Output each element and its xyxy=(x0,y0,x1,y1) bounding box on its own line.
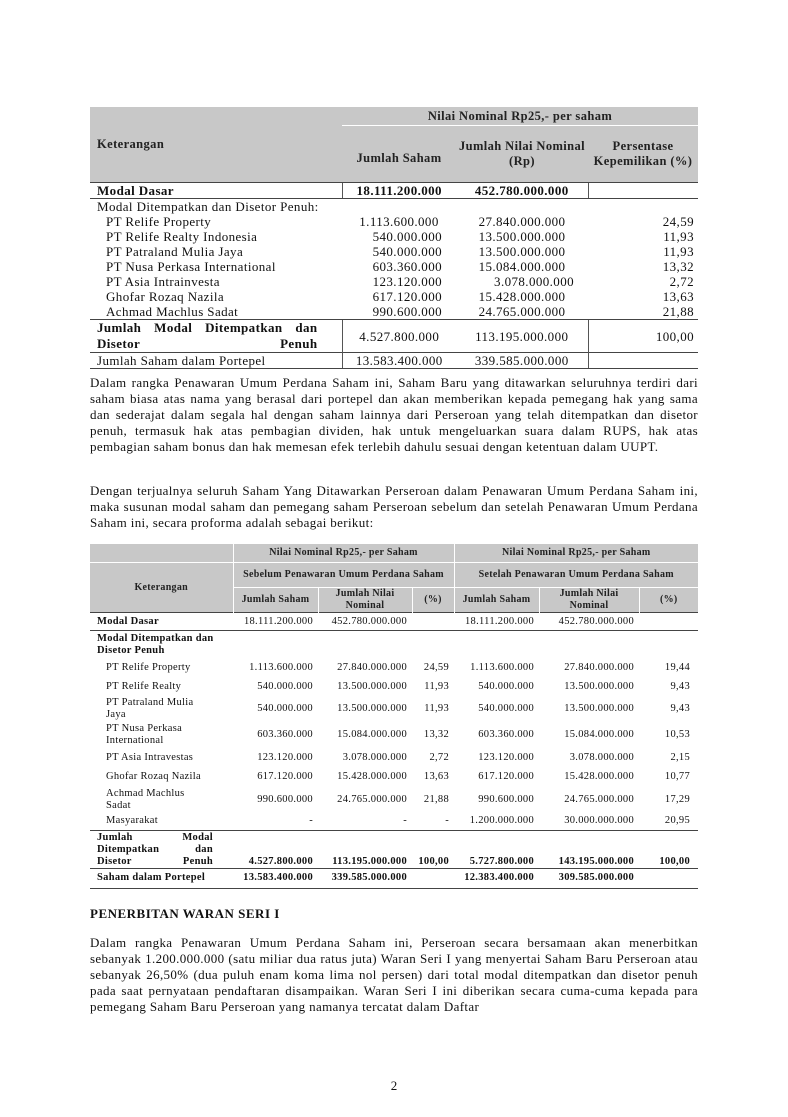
nominal-cell: 27.840.000.000 xyxy=(478,214,566,229)
after-pct-cell: 9,43 xyxy=(670,680,691,692)
after-pct-cell: 10,53 xyxy=(664,729,691,740)
after-nominal-cell: 15.428.000.000 xyxy=(564,770,635,782)
holder-name: PT Asia Intrainvesta xyxy=(106,274,220,289)
before-saham-cell: 4.527.800.000 xyxy=(233,830,318,868)
after-nominal-cell: 309.585.000.000 xyxy=(539,868,639,888)
paragraph-proforma: Dengan terjualnya seluruh Saham Yang Ditawarkan Perseroan dalam Penawaran Umum Perdana Saham ini, maka susunan modal saham dan pemegang saham Perseroan sebelum dan setelah Penawaran Umum Perdana Saham ini, secara proforma adalah sebagai berikut: xyxy=(90,483,698,530)
holder-name: Masyarakat xyxy=(106,815,158,827)
keterangan-header: Keterangan xyxy=(90,107,342,183)
table-row xyxy=(90,274,698,289)
before-nominal-cell: 13.500.000.000 xyxy=(337,702,407,714)
after-ipo-header: Setelah Penawaran Umum Perdana Saham xyxy=(454,563,698,588)
before-pct-cell: 21,88 xyxy=(423,793,450,805)
holder-name: Achmad Machlus Sadat xyxy=(106,787,185,811)
before-nominal-cell: 15.428.000.000 xyxy=(337,770,407,782)
before-pct-cell: 2,72 xyxy=(429,751,450,763)
row-label: Jumlah Saham dalam Portepel xyxy=(90,353,342,369)
before-saham-cell: 540.000.000 xyxy=(257,680,313,692)
holder-name: Ghofar Rozaq Nazila xyxy=(106,770,201,782)
table-row xyxy=(90,259,698,274)
after-nominal-cell: 452.780.000.000 xyxy=(539,613,639,631)
after-nominal-cell: 30.000.000.000 xyxy=(564,815,635,827)
modal-dasar-row xyxy=(90,613,698,631)
holder-name: PT Relife Property xyxy=(106,214,212,229)
pct-cell: 24,59 xyxy=(662,214,694,229)
row-label: Jumlah Modal Ditempatkan dan Disetor Penuh xyxy=(90,830,233,868)
total-row xyxy=(90,830,698,868)
before-nominal-header: Nilai Nominal Rp25,- per Saham xyxy=(233,544,454,563)
after-nominal-cell: 27.840.000.000 xyxy=(564,661,635,673)
after-saham-cell: 540.000.000 xyxy=(478,702,535,714)
after-nominal-header: Nilai Nominal Rp25,- per Saham xyxy=(454,544,698,563)
pct-cell: 13,63 xyxy=(662,289,694,304)
holder-name: Ghofar Rozaq Nazila xyxy=(106,289,225,304)
saham-cell: 603.360.000 xyxy=(372,259,442,274)
before-nominal-cell: 452.780.000.000 xyxy=(318,613,412,631)
table-row xyxy=(90,214,698,229)
before-nilai-nominal-header: Jumlah Nilai Nominal xyxy=(318,588,412,613)
jumlah-saham-header: Jumlah Saham xyxy=(342,126,456,183)
table-row xyxy=(90,813,698,830)
row-label: Modal Dasar xyxy=(90,613,233,631)
persentase-header: Persentase Kepemilikan (%) xyxy=(588,126,698,183)
ditempatkan-label-row xyxy=(90,199,698,215)
saham-cell: 18.111.200.000 xyxy=(342,183,456,199)
after-pct-cell: 19,44 xyxy=(664,661,691,673)
nominal-cell: 15.428.000.000 xyxy=(478,289,566,304)
before-saham-cell: 123.120.000 xyxy=(257,751,313,763)
before-nominal-cell: - xyxy=(403,815,407,827)
capital-structure-table xyxy=(90,107,698,369)
after-pct-cell: 17,29 xyxy=(664,793,691,805)
before-saham-cell: 990.600.000 xyxy=(257,793,313,805)
holder-name: PT Relife Realty xyxy=(106,680,182,692)
before-nominal-cell: 27.840.000.000 xyxy=(337,661,407,673)
before-saham-cell: 13.583.400.000 xyxy=(233,868,318,888)
before-pct-cell: 11,93 xyxy=(424,680,450,692)
nominal-cell: 452.780.000.000 xyxy=(456,183,588,199)
before-pct-cell: 11,93 xyxy=(424,702,450,714)
pct-cell: 13,32 xyxy=(662,259,694,274)
table-row xyxy=(90,695,698,722)
before-saham-cell: 540.000.000 xyxy=(257,702,313,714)
nominal-cell: 3.078.000.000 xyxy=(494,274,574,289)
before-pct-cell: - xyxy=(445,815,450,827)
after-saham-cell: 990.600.000 xyxy=(478,793,535,805)
before-nominal-cell: 113.195.000.000 xyxy=(318,830,412,868)
saham-cell: 540.000.000 xyxy=(372,229,442,244)
before-pct-cell: 100,00 xyxy=(412,830,454,868)
before-ipo-header: Sebelum Penawaran Umum Perdana Saham xyxy=(233,563,454,588)
before-saham-cell: 603.360.000 xyxy=(257,729,313,740)
pct-cell: 2,72 xyxy=(669,274,694,289)
nominal-group-header: Nilai Nominal Rp25,- per saham xyxy=(342,107,698,126)
after-nominal-cell: 15.084.000.000 xyxy=(564,729,635,740)
holder-name: PT Patraland Mulia Jaya xyxy=(106,696,194,720)
total-row xyxy=(90,320,698,353)
nominal-cell: 24.765.000.000 xyxy=(478,304,566,319)
table-row xyxy=(90,289,698,304)
pct-cell: 11,93 xyxy=(663,229,694,244)
before-saham-cell: 18.111.200.000 xyxy=(233,613,318,631)
section-title: PENERBITAN WARAN SERI I xyxy=(90,906,280,921)
saham-cell: 4.527.800.000 xyxy=(342,320,456,353)
after-saham-cell: 540.000.000 xyxy=(478,680,535,692)
table-row xyxy=(90,229,698,244)
table-row xyxy=(90,786,698,813)
page-number: 2 xyxy=(390,1078,398,1093)
after-nominal-cell: 3.078.000.000 xyxy=(569,751,635,763)
row-label: Modal Ditempatkan dan Disetor Penuh: xyxy=(97,199,319,214)
after-saham-cell: 617.120.000 xyxy=(478,770,535,782)
after-nominal-cell: 13.500.000.000 xyxy=(564,702,635,714)
after-pct-header: (%) xyxy=(639,588,698,613)
table-row xyxy=(90,657,698,678)
holder-name: PT Nusa Perkasa International xyxy=(106,259,276,274)
saham-cell: 13.583.400.000 xyxy=(342,353,456,369)
after-saham-cell: 18.111.200.000 xyxy=(454,613,539,631)
portepel-row xyxy=(90,353,698,369)
before-jumlah-saham-header: Jumlah Saham xyxy=(233,588,318,613)
after-nilai-nominal-header: Jumlah Nilai Nominal xyxy=(539,588,639,613)
table-row xyxy=(90,244,698,259)
holder-name: PT Relife Realty Indonesia xyxy=(106,229,258,244)
after-saham-cell: 123.120.000 xyxy=(478,751,535,763)
after-saham-cell: 603.360.000 xyxy=(478,729,535,740)
after-saham-cell: 12.383.400.000 xyxy=(454,868,539,888)
nilai-nominal-header: Jumlah Nilai Nominal (Rp) xyxy=(456,126,588,183)
after-saham-cell: 5.727.800.000 xyxy=(454,830,539,868)
nominal-cell: 339.585.000.000 xyxy=(456,353,588,369)
nominal-cell: 113.195.000.000 xyxy=(456,320,588,353)
before-nominal-cell: 24.765.000.000 xyxy=(337,793,407,805)
proforma-capital-table xyxy=(90,544,698,889)
row-label: Modal Dasar xyxy=(90,183,342,199)
saham-cell: 123.120.000 xyxy=(372,274,442,289)
after-pct-cell: 100,00 xyxy=(639,830,698,868)
before-saham-cell: - xyxy=(309,815,313,827)
row-label: Saham dalam Portepel xyxy=(90,868,233,888)
table-row xyxy=(90,722,698,748)
before-saham-cell: 1.113.600.000 xyxy=(249,661,313,673)
holder-name: PT Patraland Mulia Jaya xyxy=(106,244,244,259)
holder-name: PT Relife Property xyxy=(106,661,191,673)
saham-cell: 1.113.600.000 xyxy=(359,214,439,229)
after-saham-cell: 1.200.000.000 xyxy=(469,815,535,827)
row-label: Modal Ditempatkan dan Disetor Penuh xyxy=(97,633,214,656)
saham-cell: 990.600.000 xyxy=(372,304,442,319)
before-pct-cell: 24,59 xyxy=(423,661,450,673)
paragraph-saham-baru: Dalam rangka Penawaran Umum Perdana Saham ini, Saham Baru yang ditawarkan seluruhnya terdiri dari saham biasa atas nama yang berasal dari portepel dan akan memberikan kepada pemegang hak yang sama dan sederajat dalam segala hal dengan saham lainnya dari Perseroan yang telah ditempatkan dan disetor penuh, termasuk hak atas pembagian dividen, hak untuk mengeluarkan suara dalam RUPS, hak atas pembagian saham bonus dan hak memesan efek terlebih dahulu sesuai dengan ketentuan dalam UUPT. xyxy=(90,375,698,454)
after-pct-cell: 9,43 xyxy=(670,702,691,714)
before-pct-cell: 13,63 xyxy=(423,770,450,782)
ditempatkan-label-row xyxy=(90,631,698,658)
before-pct-header: (%) xyxy=(412,588,454,613)
after-saham-cell: 1.113.600.000 xyxy=(470,661,535,673)
holder-name: Achmad Machlus Sadat xyxy=(106,304,239,319)
table-row xyxy=(90,767,698,786)
after-nominal-cell: 13.500.000.000 xyxy=(564,680,635,692)
after-pct-cell: 20,95 xyxy=(664,815,691,827)
saham-cell: 540.000.000 xyxy=(372,244,442,259)
keterangan-header: Keterangan xyxy=(90,563,233,613)
after-pct-cell: 10,77 xyxy=(664,770,691,782)
table-row xyxy=(90,678,698,695)
pct-cell: 21,88 xyxy=(662,304,694,319)
nominal-cell: 13.500.000.000 xyxy=(478,229,566,244)
before-nominal-cell: 13.500.000.000 xyxy=(337,680,407,692)
pct-cell: 100,00 xyxy=(588,320,698,353)
pct-cell: 11,93 xyxy=(663,244,694,259)
holder-name: PT Asia Intravestas xyxy=(106,751,194,763)
after-nominal-cell: 24.765.000.000 xyxy=(564,793,635,805)
after-nominal-cell: 143.195.000.000 xyxy=(539,830,639,868)
modal-dasar-row xyxy=(90,183,698,199)
before-nominal-cell: 15.084.000.000 xyxy=(337,729,407,740)
paragraph-waran: Dalam rangka Penawaran Umum Perdana Saham ini, Perseroan secara bersamaan akan menerbitkan sebanyak 1.200.000.000 (satu miliar dua ratus juta) Waran Seri I yang menyertai Saham Baru Perseroan atau sebanyak 26,50% (dua puluh enam koma lima nol persen) dari total modal ditempatkan dan disetor penuh pada saat pernyataan pendaftaran disampaikan. Waran Seri I ini diberikan secara cuma-cuma kepada para pemegang Saham Baru Perseroan yang namanya tercatat dalam Daftar xyxy=(90,935,698,1014)
nominal-cell: 13.500.000.000 xyxy=(478,244,566,259)
portepel-row xyxy=(90,868,698,888)
table-row xyxy=(90,748,698,767)
after-jumlah-saham-header: Jumlah Saham xyxy=(454,588,539,613)
before-nominal-cell: 339.585.000.000 xyxy=(318,868,412,888)
row-label: Jumlah Modal Ditempatkan dan Disetor Penuh xyxy=(90,320,342,353)
table-row xyxy=(90,304,698,320)
before-pct-cell: 13,32 xyxy=(423,729,450,740)
saham-cell: 617.120.000 xyxy=(372,289,442,304)
after-pct-cell: 2,15 xyxy=(670,751,691,763)
before-saham-cell: 617.120.000 xyxy=(257,770,313,782)
holder-name: PT Nusa Perkasa International xyxy=(106,723,183,746)
before-nominal-cell: 3.078.000.000 xyxy=(342,751,407,763)
nominal-cell: 15.084.000.000 xyxy=(478,259,566,274)
